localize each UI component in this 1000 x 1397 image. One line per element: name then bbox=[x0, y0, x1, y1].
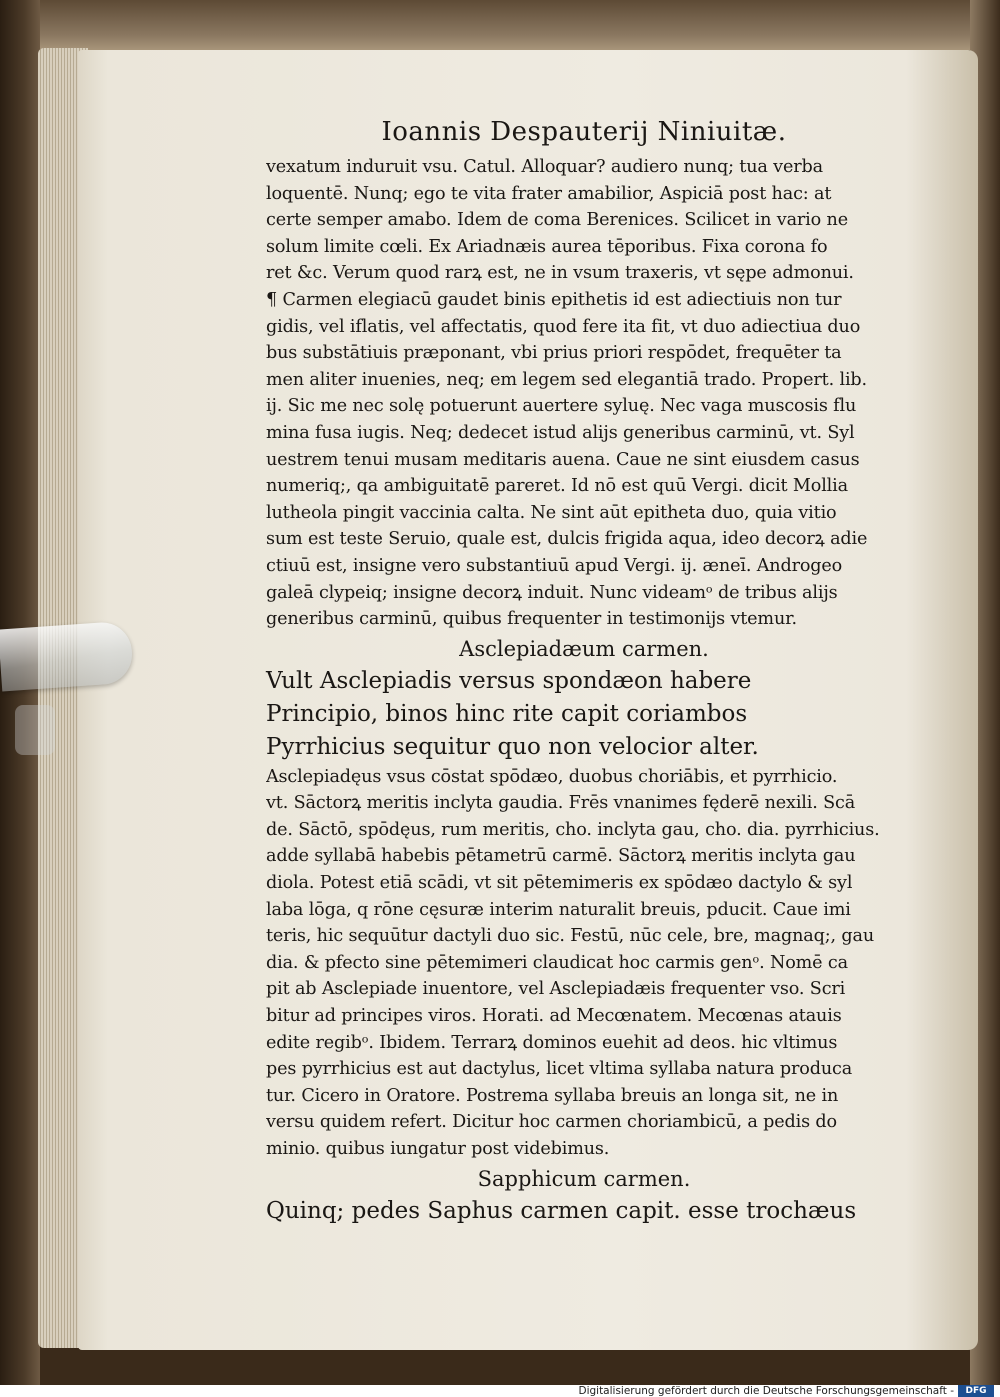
verse-asclepiad bbox=[266, 665, 902, 764]
text-line: lutheola pingit vaccinia calta. Ne sint aūt epitheta duo, quia vitio bbox=[266, 502, 837, 523]
book-cover-top-edge bbox=[0, 0, 1000, 50]
text-line: ctiuū est, insigne vero substantiuū apud Vergi. ij. æneī. Androgeo bbox=[266, 555, 843, 576]
text-line: men aliter inuenies, neq; em legem sed elegantiā trado. Propert. lib. bbox=[266, 369, 867, 390]
text-line: uestrem tenui musam meditaris auena. Caue ne sint eiusdem casus bbox=[266, 449, 860, 470]
verse-line: Pyrrhicius sequitur quo non velocior alter. bbox=[266, 733, 759, 760]
text-line: vt. Sāctorꝝ meritis inclyta gaudia. Frēs vnanimes fęderē nexili. Scā bbox=[266, 793, 856, 814]
section-heading-sapphic: Sapphicum carmen. bbox=[477, 1166, 691, 1191]
text-line: galeā clypeiq; insigne decorꝝ induit. Nunc videamᵒ de tribus alijs bbox=[266, 582, 838, 603]
paragraph-2 bbox=[266, 287, 902, 633]
text-line: numeriq;, qa ambiguitatē pareret. Id nō est quū Vergi. dicit Mollia bbox=[266, 476, 848, 497]
text-line: versu quidem refert. Dicitur hoc carmen choriambicū, a pedis do bbox=[266, 1112, 837, 1133]
text-line: de. Sāctō, spōdęus, rum meritis, cho. inclyta gau, cho. dia. pyrrhicius. bbox=[266, 819, 880, 840]
footer-bar bbox=[0, 1385, 1000, 1397]
verse-sapphic bbox=[266, 1195, 902, 1228]
text-line: diola. Potest etiā scādi, vt sit pētemimeris ex spōdæo dactylo & syl bbox=[266, 873, 853, 894]
text-line: ij. Sic me nec solę potuerunt auertere syluę. Nec vaga muscosis flu bbox=[266, 396, 857, 417]
text-line: dia. & pfecto sine pētemimeri claudicat hoc carmis genᵒ. Nomē ca bbox=[266, 952, 848, 973]
text-line: Asclepiadęus vsus cōstat spōdæo, duobus choriābis, et pyrrhicio. bbox=[266, 766, 838, 787]
page-clip-reflection bbox=[15, 705, 55, 755]
text-line: certe semper amabo. Idem de coma Berenices. Scilicet in vario ne bbox=[266, 210, 848, 231]
funding-credit: Digitalisierung gefördert durch die Deutsche Forschungsgemeinschaft - bbox=[578, 1385, 954, 1397]
page-clip-holder bbox=[0, 620, 134, 691]
text-line: solum limite cœli. Ex Ariadnæis aurea tēporibus. Fixa corona fo bbox=[266, 236, 828, 257]
paragraph-1 bbox=[266, 154, 902, 287]
text-line: bitur ad principes viros. Horati. ad Mecœnatem. Mecœnas atauis bbox=[266, 1006, 842, 1027]
text-line: ret &c. Verum quod rarꝝ est, ne in vsum traxeris, vt sępe admonui. bbox=[266, 263, 854, 284]
running-head: Ioannis Despauterij Niniuitæ. bbox=[381, 117, 787, 147]
text-line: laba lōga, q rōne cęsuræ interim naturalit breuis, pducit. Caue imi bbox=[266, 899, 851, 920]
verse-line: Vult Asclepiadis versus spondæon habere bbox=[266, 667, 752, 694]
text-line: minio. quibus iungatur post videbimus. bbox=[266, 1139, 610, 1159]
text-line: vexatum induruit vsu. Catul. Alloquar? audiero nunq; tua verba bbox=[266, 157, 823, 177]
text-line: sum est teste Seruio, quale est, dulcis frigida aqua, ideo decorꝝ adie bbox=[266, 529, 868, 550]
section-heading-asclepiad: Asclepiadæum carmen. bbox=[459, 636, 709, 661]
paragraph-3 bbox=[266, 764, 902, 1163]
page-text-block bbox=[266, 112, 902, 1228]
text-line: pes pyrrhicius est aut dactylus, licet vltima syllaba natura produca bbox=[266, 1059, 853, 1080]
text-line: loquentē. Nunq; ego te vita frater amabilior, Aspiciā post hac: at bbox=[266, 183, 832, 204]
dfg-logo: DFG bbox=[958, 1385, 994, 1397]
text-line: edite regibᵒ. Ibidem. Terrarꝝ dominos euehit ad deos. hic vltimus bbox=[266, 1032, 838, 1053]
text-line: ¶ Carmen elegiacū gaudet binis epithetis id est adiectiuis non tur bbox=[266, 289, 842, 310]
verse-line: Principio, binos hinc rite capit coriambos bbox=[266, 700, 748, 727]
verse-line: Quinq; pedes Saphus carmen capit. esse trochæus bbox=[266, 1197, 857, 1224]
text-line: bus substātiuis præponant, vbi prius priori respōdet, frequēter ta bbox=[266, 343, 842, 364]
text-line: teris, hic sequūtur dactyli duo sic. Festū, nūc cele, bre, magnaq;, gau bbox=[266, 926, 875, 947]
text-line: gidis, vel iflatis, vel affectatis, quod fere ita fit, vt duo adiectiua duo bbox=[266, 316, 861, 337]
text-line: generibus carminū, quibus frequenter in testimonijs vtemur. bbox=[266, 609, 797, 630]
text-line: adde syllabā habebis pētametrū carmē. Sāctorꝝ meritis inclyta gau bbox=[266, 846, 856, 867]
text-line: tur. Cicero in Oratore. Postrema syllaba breuis an longa sit, ne in bbox=[266, 1085, 839, 1106]
text-line: pit ab Asclepiade inuentore, vel Asclepiadæis frequenter vso. Scri bbox=[266, 979, 846, 1000]
text-line: mina fusa iugis. Neq; dedecet istud alijs generibus carminū, vt. Syl bbox=[266, 422, 855, 443]
book-binding-left bbox=[0, 0, 40, 1385]
